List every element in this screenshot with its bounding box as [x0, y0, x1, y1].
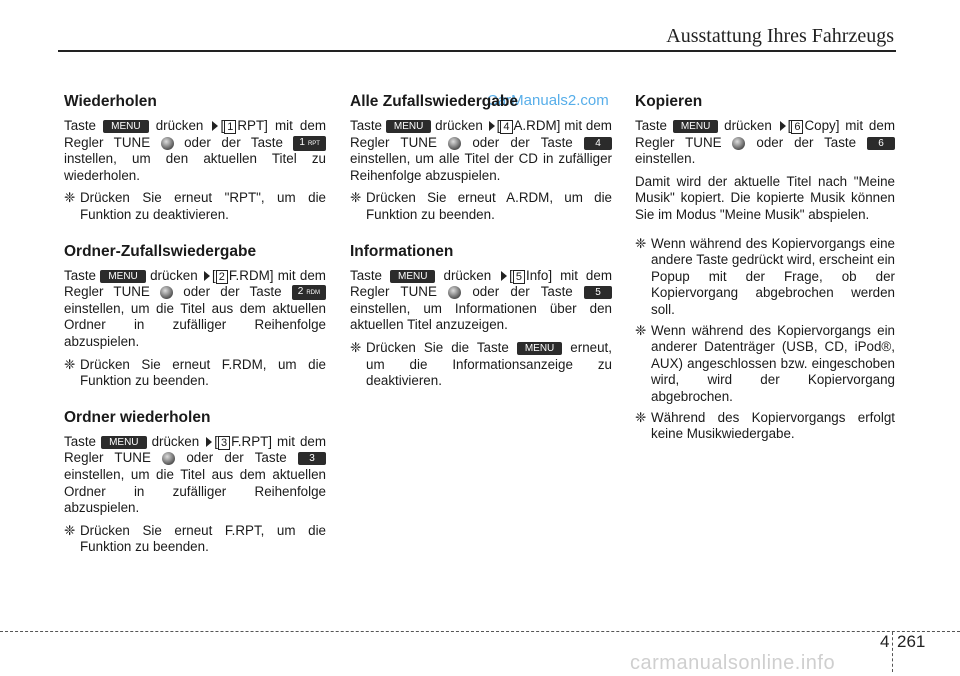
text: einstellen, um die Titel aus dem aktuellen Ordner in zufälliger Reihenfolge abzuspielen. — [64, 300, 326, 349]
text: F.RPT] mit dem Regler TUNE — [64, 433, 326, 466]
column-1 — [64, 92, 326, 560]
badge-number: 2 — [297, 286, 304, 298]
text: drücken — [435, 118, 483, 133]
note — [64, 357, 326, 390]
tune-knob-icon — [448, 286, 461, 299]
header-rule — [58, 50, 896, 52]
section-title: Kopieren — [635, 93, 703, 110]
rdm-key-badge — [292, 285, 326, 300]
note-text: Wenn während des Kopiervorgangs ein anderer Datenträger (USB, CD, iPod®, AUX) angeschlossen bzw. eingeschoben wird, wird der Kopiervorgang abgebrochen. — [651, 322, 895, 404]
footer-site-watermark: carmanualsonline.info — [630, 652, 836, 674]
number-key-icon: 4 — [500, 120, 512, 134]
text: Taste — [64, 118, 97, 133]
text: drücken — [443, 267, 492, 283]
key-4-badge: 4 — [584, 137, 612, 150]
number-key-icon: 1 — [224, 120, 236, 134]
text: einstellen, um die Titel aus dem aktuellen Ordner in zufälliger Reihenfolge abzuspielen. — [64, 466, 326, 516]
menu-key-badge: MENU — [101, 436, 146, 449]
note-text: Während des Kopiervorgangs erfolgt keine Musikwiedergabe. — [651, 409, 895, 442]
note-text: Drücken Sie erneut "RPT", um die Funktion zu deaktivieren. — [80, 190, 326, 222]
text: drücken — [724, 118, 772, 133]
arrow-right-icon — [206, 437, 212, 447]
note — [635, 323, 895, 406]
watermark: CarManuals2.com — [487, 92, 609, 109]
tune-knob-icon — [162, 452, 175, 465]
note — [635, 410, 895, 443]
text: [ — [214, 433, 218, 449]
arrow-right-icon — [212, 121, 218, 131]
footer-separator — [892, 632, 893, 672]
note-mark-icon: ❈ — [350, 190, 362, 206]
note — [64, 523, 326, 556]
note-mark-icon: ❈ — [635, 235, 647, 251]
paragraph — [635, 118, 895, 168]
note-text: erneut, um die Informationsanzeige zu deaktivieren. — [366, 339, 612, 389]
menu-key-badge: MENU — [673, 120, 718, 133]
column-3 — [635, 92, 895, 447]
text: oder der Taste — [184, 134, 283, 150]
note — [350, 340, 612, 390]
number-key-icon: 2 — [216, 270, 228, 284]
note-mark-icon: ❈ — [64, 190, 76, 206]
menu-key-badge: MENU — [517, 342, 562, 355]
text: Taste — [350, 118, 383, 133]
arrow-right-icon — [489, 121, 495, 131]
text: Taste — [635, 118, 668, 133]
paragraph — [350, 268, 612, 334]
tune-knob-icon — [448, 137, 461, 150]
note-text: Drücken Sie die Taste — [366, 339, 509, 355]
paragraph — [64, 434, 326, 517]
badge-label: RDM — [306, 290, 320, 297]
badge-number: 1 — [299, 136, 305, 148]
text: oder der Taste — [756, 134, 857, 150]
paragraph — [64, 118, 326, 184]
note-mark-icon: ❈ — [64, 522, 76, 538]
text: Copy] mit dem Regler TUNE — [635, 118, 895, 150]
page-number: 261 — [897, 632, 926, 651]
text: oder der Taste — [472, 284, 573, 300]
text: [ — [509, 267, 513, 283]
text: oder der Taste — [472, 134, 573, 150]
section-title: Informationen — [350, 242, 454, 260]
tune-knob-icon — [732, 137, 745, 150]
paragraph: Damit wird der aktuelle Titel nach "Meine Musik" kopiert. Die kopierte Musik können Sie im Modus "Meine Musik" abspielen. — [635, 173, 895, 222]
text: oder der Taste — [183, 284, 282, 300]
note-mark-icon: ❈ — [64, 356, 76, 372]
number-key-icon: 5 — [513, 270, 525, 284]
text: einstellen. — [635, 151, 696, 167]
text: [ — [496, 118, 501, 133]
note-mark-icon: ❈ — [350, 339, 362, 355]
section-title: Ordner wiederholen — [64, 408, 211, 426]
menu-key-badge: MENU — [103, 120, 148, 133]
tune-knob-icon — [160, 286, 173, 299]
section-title: Ordner-Zufallswiedergabe — [64, 242, 257, 260]
section-title: Alle Zufallswiedergabe — [350, 93, 518, 110]
key-6-badge: 6 — [867, 137, 895, 150]
note-text: Drücken Sie erneut F.RPT, um die Funktion zu beenden. — [80, 522, 326, 555]
note — [350, 190, 612, 223]
text: Taste — [64, 267, 97, 283]
note-text: Wenn während des Kopiervorgangs eine andere Taste gedrückt wird, erscheint ein Popup mit der Frage, ob der Kopiervorgang abgebrochen werden soll. — [651, 235, 895, 317]
tune-knob-icon — [161, 137, 174, 150]
text: drücken — [151, 433, 200, 449]
menu-key-badge: MENU — [390, 270, 435, 283]
text: Taste — [64, 433, 97, 449]
text: instellen, um den aktuellen Titel zu wiederholen. — [64, 151, 326, 183]
text: einstellen, um alle Titel der CD in zufälliger Reihenfolge abzuspielen. — [350, 151, 612, 183]
arrow-right-icon — [204, 271, 210, 281]
text: einstellen, um Informationen über den aktuellen Titel anzuzeigen. — [350, 300, 612, 333]
text: RPT] mit dem Regler TUNE — [64, 118, 326, 150]
text: A.RDM] mit dem Regler TUNE — [350, 118, 612, 150]
number-key-icon: 3 — [218, 436, 230, 450]
note-text: Drücken Sie erneut A.RDM, um die Funktion zu beenden. — [366, 190, 612, 222]
note-text: Drücken Sie erneut F.RDM, um die Funktion zu beenden. — [80, 356, 326, 389]
arrow-right-icon — [780, 121, 786, 131]
text: [ — [212, 267, 216, 283]
note — [635, 236, 895, 319]
note-mark-icon: ❈ — [635, 409, 647, 425]
arrow-right-icon — [501, 271, 507, 281]
section-title: Wiederholen — [64, 93, 157, 110]
page-header-title: Ausstattung Ihres Fahrzeugs — [666, 25, 894, 47]
text: oder der Taste — [186, 450, 287, 466]
column-2 — [350, 92, 612, 394]
text: F.RDM] mit dem Regler TUNE — [64, 267, 326, 300]
note — [64, 190, 326, 223]
footer-rule — [0, 631, 960, 632]
text: [ — [787, 118, 792, 133]
text: drücken — [150, 267, 198, 283]
paragraph — [64, 268, 326, 351]
menu-key-badge: MENU — [100, 270, 145, 283]
key-3-badge: 3 — [298, 452, 326, 465]
number-key-icon: 6 — [791, 120, 803, 134]
paragraph — [350, 118, 612, 184]
text: Info] mit dem Regler TUNE — [350, 267, 612, 300]
note-mark-icon: ❈ — [635, 322, 647, 338]
chapter-number: 4 — [880, 632, 890, 651]
text: [ — [220, 118, 225, 133]
key-5-badge: 5 — [584, 286, 612, 299]
text: Taste — [350, 267, 383, 283]
menu-key-badge: MENU — [386, 120, 431, 133]
rpt-key-badge — [293, 136, 326, 151]
text: drücken — [155, 118, 204, 133]
badge-label: RPT — [307, 140, 320, 147]
